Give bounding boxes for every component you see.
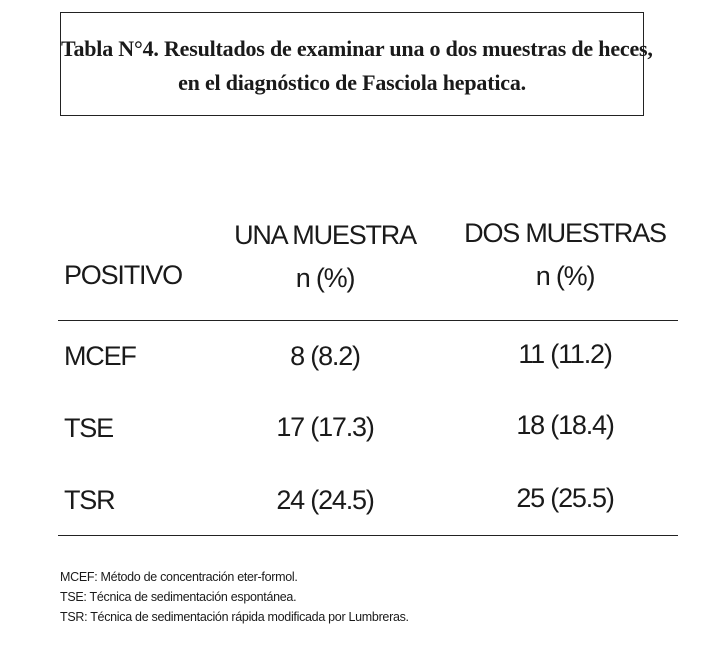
row-label-tse: TSE <box>64 413 113 443</box>
footnotes <box>60 567 409 627</box>
header-divider <box>58 320 678 321</box>
row-label-tsr: TSR <box>64 485 115 515</box>
cell-tsr-dos: 25 (25.5) <box>516 483 614 513</box>
table-bottom-rule <box>58 535 678 536</box>
footnote-tsr: TSR: Técnica de sedimentación rápida modificada por Lumbreras. <box>60 610 409 624</box>
title-line-1: Tabla N°4. Resultados de examinar una o dos muestras de heces, <box>61 36 653 61</box>
col-subheader-dos: n (%) <box>535 261 595 291</box>
col-subheader-una: n (%) <box>295 263 355 293</box>
cell-tse-dos: 18 (18.4) <box>516 410 614 440</box>
cell-tse-una: 17 (17.3) <box>276 412 374 442</box>
footnote-tse: TSE: Técnica de sedimentación espontánea. <box>60 590 297 604</box>
row-label-mcef: MCEF <box>64 341 136 371</box>
cell-mcef-una: 8 (8.2) <box>290 341 360 371</box>
col-header-dos-muestras: DOS MUESTRAS <box>464 218 666 248</box>
cell-mcef-dos: 11 (11.2) <box>518 339 612 369</box>
cell-tsr-una: 24 (24.5) <box>276 485 374 515</box>
title-line-2: en el diagnóstico de Fasciola hepatica. <box>178 70 526 95</box>
footnote-mcef: MCEF: Método de concentración eter-formol. <box>60 570 298 584</box>
col-header-una-muestra: UNA MUESTRA <box>234 220 416 250</box>
row-header-positivo: POSITIVO <box>64 260 182 290</box>
